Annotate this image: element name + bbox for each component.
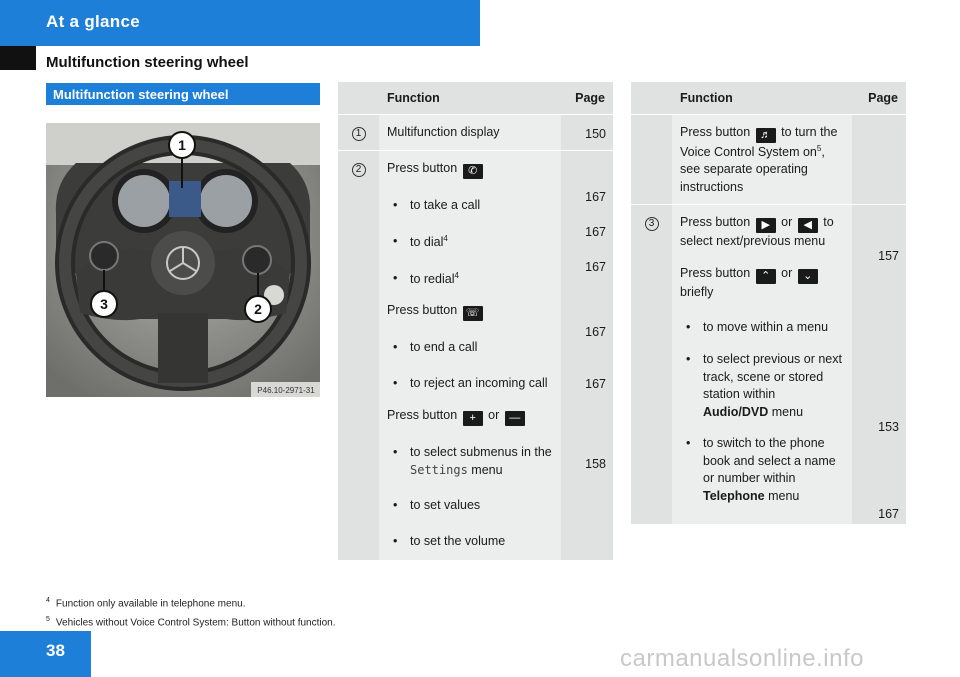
figure-title: Multifunction steering wheel xyxy=(46,83,320,105)
bullet-item: • to select submenus in the Settings menu xyxy=(387,444,553,479)
bullet-item: • to set the volume xyxy=(387,533,553,551)
bullet-item: • to select previous or next track, scene or stored station within Audio/DVD menu xyxy=(680,351,844,421)
press-line: Press button ⌃ or ⌄ briefly xyxy=(680,265,844,302)
table-row xyxy=(631,205,906,525)
footnote: $^5$ Vehicles without Voice Control System: Button without function. xyxy=(46,616,336,629)
page-ref: 158 xyxy=(585,457,606,471)
bullet-item: • to set values xyxy=(387,497,553,515)
figure-code: P46.10-2971-31 xyxy=(257,386,315,395)
phone-pickup-icon: ✆ xyxy=(463,164,483,179)
press-line: Press button ☏ xyxy=(387,302,553,321)
press-line: Press button + or — xyxy=(387,407,553,426)
function-table-2 xyxy=(631,82,906,525)
previous-menu-icon: ◀ xyxy=(798,218,818,233)
steering-wheel-photo xyxy=(46,123,320,397)
bullet-item: • to move within a menu xyxy=(680,319,844,337)
phone-hangup-icon: ☏ xyxy=(463,306,483,321)
plus-icon: + xyxy=(463,411,483,426)
bullet-item: • to end a call xyxy=(387,339,553,357)
table-header-row xyxy=(631,82,906,114)
press-line: Press button ▶ or ◀ to select next/previous menu xyxy=(680,215,834,249)
press-line: Press button ✆ xyxy=(387,160,553,179)
item-number: 3 xyxy=(645,217,659,231)
page-ref: 167 xyxy=(585,377,606,391)
table-row xyxy=(631,114,906,205)
footnotes xyxy=(46,593,336,632)
section-marker xyxy=(0,46,36,70)
page-ref: 167 xyxy=(585,260,606,274)
bullet-item: • to dial$^4$ xyxy=(387,233,553,252)
table-row xyxy=(338,114,613,151)
bullet-item: • to switch to the phone book and select a name or number within Telephone menu xyxy=(680,435,844,505)
section-title: Multifunction steering wheel xyxy=(46,54,249,71)
callout-2: 2 xyxy=(254,301,262,317)
page-ref: 167 xyxy=(585,190,606,204)
up-icon: ⌃ xyxy=(756,269,776,284)
table-header-row xyxy=(338,82,613,114)
page-ref: 150 xyxy=(585,126,606,141)
down-icon: ⌄ xyxy=(798,269,818,284)
item-number: 2 xyxy=(352,163,366,177)
page-ref: 167 xyxy=(878,507,899,522)
function-text: Multifunction display xyxy=(387,124,500,139)
header-page: Page xyxy=(852,82,906,114)
bullet-item: • to take a call xyxy=(387,197,553,215)
header-blank xyxy=(631,82,672,114)
callout-1: 1 xyxy=(178,137,186,153)
watermark: carmanualsonline.info xyxy=(620,645,864,672)
next-menu-icon: ▶ xyxy=(756,218,776,233)
item-number: 1 xyxy=(352,127,366,141)
header-function: Function xyxy=(672,82,852,114)
page-ref: 157 xyxy=(878,249,899,264)
function-text: Press button ♬ to turn the Voice Control System $on^5$, see separate operating instructions xyxy=(680,124,838,194)
page-ref: 167 xyxy=(585,325,606,339)
page-ref: 167 xyxy=(585,225,606,239)
header-blank xyxy=(338,82,379,114)
minus-icon: — xyxy=(505,411,525,426)
header-function: Function xyxy=(379,82,561,114)
page-number: 38 xyxy=(46,641,65,660)
header-page: Page xyxy=(561,82,613,114)
footnote: $^4$ Function only available in telephone menu. xyxy=(46,597,246,610)
voice-control-icon: ♬ xyxy=(756,128,776,143)
function-table-1 xyxy=(338,82,613,561)
page-ref: 153 xyxy=(878,420,899,435)
chapter-title: At a glance xyxy=(46,12,140,31)
bullet-item: • to redial$^4$ xyxy=(387,270,553,289)
table-row xyxy=(338,151,613,561)
callout-3: 3 xyxy=(100,296,108,312)
bullet-item: • to reject an incoming call xyxy=(387,375,553,393)
